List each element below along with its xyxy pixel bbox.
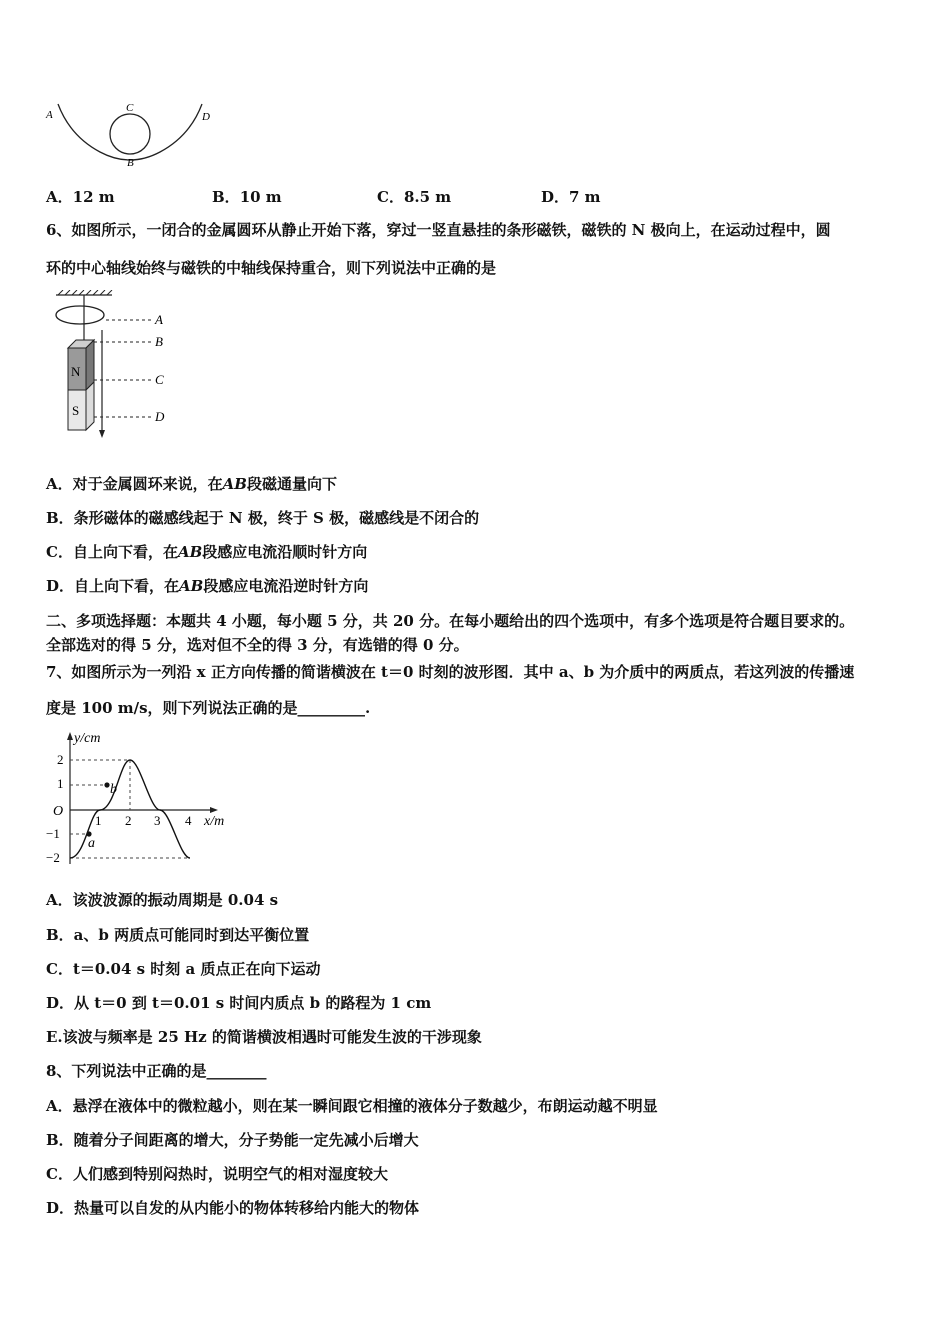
track-figure <box>40 96 220 172</box>
track-label-b: B <box>127 157 134 169</box>
q6-option-a: A．对于金属圆环来说，在AB段磁通量向下 <box>46 475 337 493</box>
q7-option-a: A．该波波源的振动周期是 0.04 s <box>46 891 279 909</box>
q8-option-a: A．悬浮在液体中的微粒越小，则在某一瞬间跟它相撞的液体分子数越少，布朗运动越不明显 <box>46 1097 658 1115</box>
magnet-label-c: C <box>155 372 164 387</box>
q7-option-e: E.该波与频率是 25 Hz 的简谐横波相遇时可能发生波的干涉现象 <box>46 1028 482 1046</box>
graph-xtick-3: 3 <box>154 813 161 828</box>
wave-graph <box>40 726 250 872</box>
section2-line1: 二、多项选择题：本题共 4 小题，每小题 5 分，共 20 分。在每小题给出的四个选项中，有多个选项是符合题目要求的。 <box>46 612 855 630</box>
graph-point-b: b <box>110 782 117 797</box>
graph-y-label: y/cm <box>74 731 101 746</box>
graph-ytick-1: 1 <box>57 776 64 791</box>
graph-point-a: a <box>88 836 95 851</box>
q5-option-b: B．10 m <box>212 188 282 206</box>
q6-stem-line1: 6、如图所示，一闭合的金属圆环从静止开始下落，穿过一竖直悬挂的条形磁铁，磁铁的 N 极向上，在运动过程中，圆 <box>46 221 831 239</box>
track-label-a: A <box>46 109 53 121</box>
magnet-label-d: D <box>155 409 165 424</box>
q6-stem-line2: 环的中心轴线始终与磁铁的中轴线保持重合，则下列说法中正确的是 <box>46 259 497 277</box>
section2-line2: 全部选对的得 5 分，选对但不全的得 3 分，有选错的得 0 分。 <box>46 636 469 654</box>
graph-xtick-2: 2 <box>125 813 132 828</box>
graph-x-label: x/m <box>204 814 225 829</box>
q7-stem-line2: 度是 100 m/s，则下列说法正确的是_________. <box>46 699 371 717</box>
q5-option-c: C．8.5 m <box>377 188 452 206</box>
q8-option-b: B．随着分子间距离的增大，分子势能一定先减小后增大 <box>46 1131 419 1149</box>
q7-option-b: B．a、b 两质点可能同时到达平衡位置 <box>46 926 310 944</box>
graph-xtick-4: 4 <box>185 813 192 828</box>
graph-origin: O <box>53 804 64 819</box>
magnet-label-a: A <box>155 312 163 327</box>
q5-option-d: D．7 m <box>541 188 601 206</box>
magnet-label-b: B <box>155 334 163 349</box>
q5-option-a: A．12 m <box>46 188 115 206</box>
q8-option-c: C．人们感到特别闷热时，说明空气的相对湿度较大 <box>46 1165 388 1183</box>
magnet-figure <box>50 290 180 442</box>
track-label-d: D <box>202 111 210 123</box>
graph-ytick-m1: −1 <box>46 826 60 841</box>
magnet-n-label: N <box>71 364 81 379</box>
q6-option-c: C．自上向下看，在AB段感应电流沿顺时针方向 <box>46 543 368 561</box>
q7-stem-line1: 7、如图所示为一列沿 x 正方向传播的简谐横波在 t＝0 时刻的波形图．其中 a、b 为介质中的两质点，若这列波的传播速 <box>46 663 855 681</box>
q6-option-d: D．自上向下看，在AB段感应电流沿逆时针方向 <box>46 577 369 595</box>
q7-option-c: C．t＝0.04 s 时刻 a 质点正在向下运动 <box>46 960 321 978</box>
graph-ytick-m2: −2 <box>46 850 60 865</box>
q7-option-d: D．从 t＝0 到 t＝0.01 s 时间内质点 b 的路程为 1 cm <box>46 994 432 1012</box>
q6-option-b: B．条形磁体的磁感线起于 N 极，终于 S 极，磁感线是不闭合的 <box>46 509 480 527</box>
q8-stem: 8、下列说法中正确的是________ <box>46 1062 267 1080</box>
track-label-c: C <box>126 102 134 114</box>
q8-option-d: D．热量可以自发的从内能小的物体转移给内能大的物体 <box>46 1199 420 1217</box>
magnet-s-label: S <box>72 403 80 418</box>
graph-ytick-2: 2 <box>57 752 64 767</box>
graph-xtick-1: 1 <box>95 813 102 828</box>
